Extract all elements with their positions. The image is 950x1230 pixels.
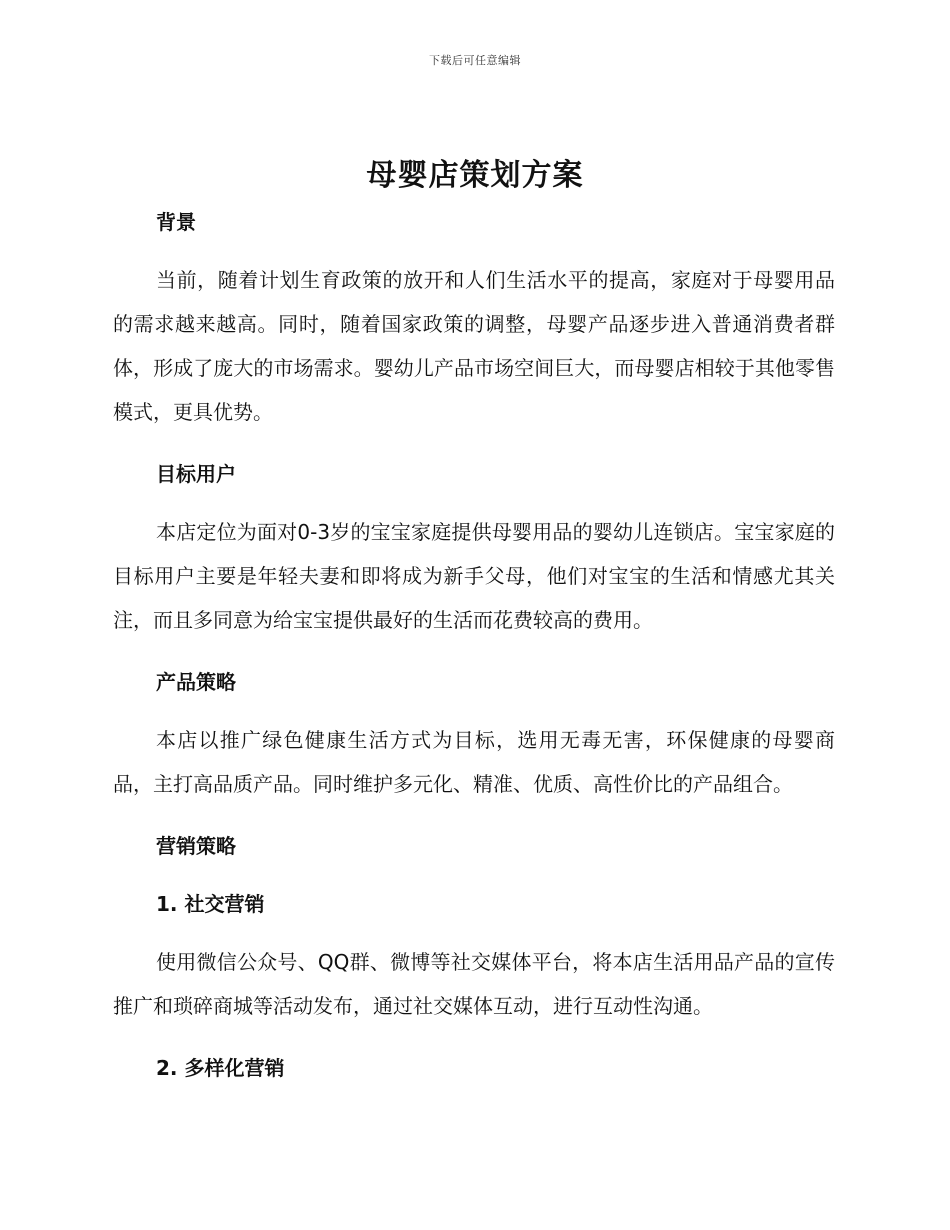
section-paragraph-product-strategy: 本店以推广绿色健康生活方式为目标，选用无毒无害，环保健康的母婴商品，主打高品质产品。同时维护多元化、精准、优质、高性价比的产品组合。 (113, 728, 835, 796)
subsection-heading-social-marketing: 1. 社交营销 (156, 892, 265, 916)
section-paragraph-background: 当前，随着计划生育政策的放开和人们生活水平的提高，家庭对于母婴用品的需求越来越高。同时，随着国家政策的调整，母婴产品逐步进入普通消费者群体，形成了庞大的市场需求。婴幼儿产品市场空间巨大，而母婴店相较于其他零售模式，更具优势。 (113, 268, 835, 424)
section-heading-product-strategy: 产品策略 (156, 670, 236, 694)
document-body (113, 200, 835, 1090)
subsection-heading-diversified-marketing: 2. 多样化营销 (156, 1056, 285, 1080)
subsection-paragraph-social-marketing: 使用微信公众号、QQ群、微博等社交媒体平台，将本店生活用品产品的宣传推广和琐碎商城等活动发布，通过社交媒体互动，进行互动性沟通。 (113, 950, 835, 1018)
section-heading-target-users: 目标用户 (156, 462, 236, 486)
section-heading-background: 背景 (156, 210, 196, 234)
document-title: 母婴店策划方案 (366, 158, 584, 193)
page-header-note: 下载后可任意编辑 (429, 54, 521, 67)
section-heading-marketing-strategy: 营销策略 (156, 834, 236, 858)
section-paragraph-target-users: 本店定位为面对0-3岁的宝宝家庭提供母婴用品的婴幼儿连锁店。宝宝家庭的目标用户主要是年轻夫妻和即将成为新手父母，他们对宝宝的生活和情感尤其关注，而且多同意为给宝宝提供最好的生活而花费较高的费用。 (113, 520, 835, 632)
